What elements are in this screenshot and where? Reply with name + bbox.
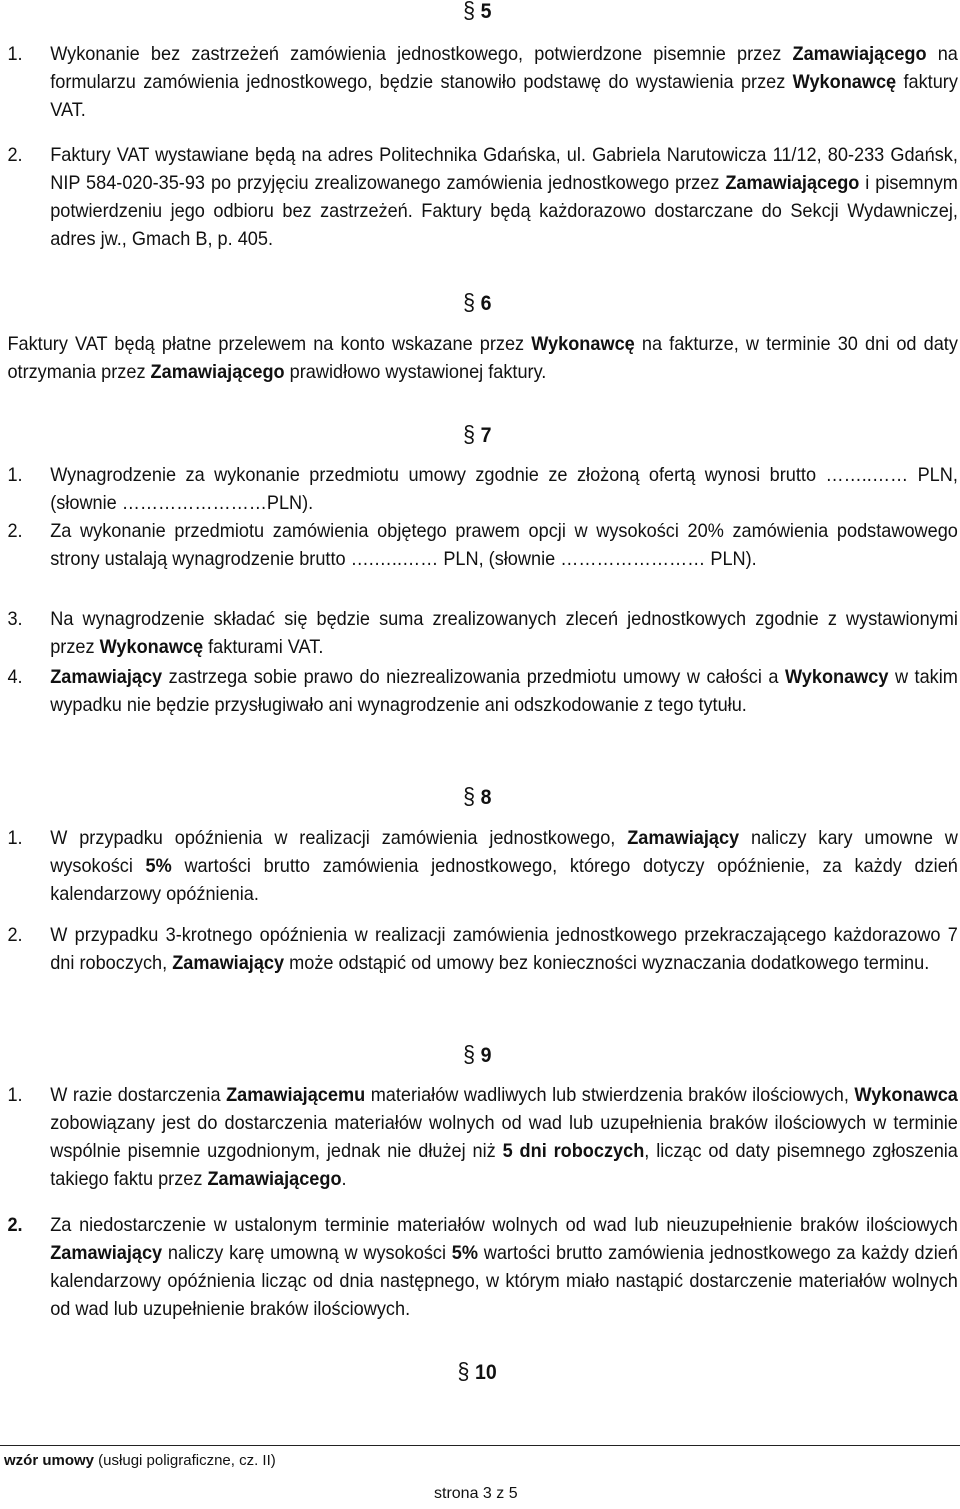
section-number: 5	[480, 0, 492, 23]
item-text: W przypadku 3-krotnego opóźnienia w realizacji zamówienia jednostkowego przekraczającego każdorazowo 7 dni roboczych, Zamawiający może odstąpić od umowy bez konieczności wyznaczania dodatkowego terminu.	[50, 924, 958, 974]
section-sign: §	[457, 1358, 470, 1384]
item-text: Wynagrodzenie za wykonanie przedmiotu umowy zgodnie ze złożoną ofertą wynosi brutto ……..…… PLN, (słownie ……………………PLN).	[50, 464, 958, 514]
footer-divider	[0, 1445, 960, 1446]
section-10-heading	[458, 1357, 497, 1387]
section-9-item-1	[7, 1081, 957, 1193]
section-7-heading	[463, 420, 491, 450]
item-number: 2.	[7, 144, 23, 166]
section-number: 6	[480, 292, 492, 315]
section-number: 7	[480, 424, 492, 447]
item-text: Wykonanie bez zastrzeżeń zamówienia jednostkowego, potwierdzone pisemnie przez Zamawiającego na formularzu zamówienia jednostkowego, będzie stanowiło podstawę do wystawienia przez Wykonawcę faktury VAT.	[50, 43, 958, 121]
section-6-paragraph: Faktury VAT będą płatne przelewem na konto wskazane przez Wykonawcę na fakturze, w terminie 30 dni od daty otrzymania przez Zamawiającego prawidłowo wystawionej faktury.	[7, 333, 958, 383]
section-5-item-2	[7, 141, 957, 253]
item-number: 1.	[7, 1084, 23, 1106]
section-number: 8	[480, 786, 492, 809]
item-number: 2.	[7, 520, 23, 542]
section-sign: §	[463, 1041, 476, 1067]
section-8-heading	[463, 782, 491, 812]
item-number: 1.	[7, 43, 23, 65]
item-number: 4.	[7, 666, 23, 688]
item-text: W przypadku opóźnienia w realizacji zamówienia jednostkowego, Zamawiający naliczy kary umowne w wysokości 5% wartości brutto zamówienia jednostkowego, którego dotyczy opóźnienie, za każdy dzień kalendarzowy opóźnienia.	[50, 827, 958, 905]
section-8-item-1	[7, 824, 957, 908]
section-9-item-2	[7, 1211, 957, 1323]
item-text: Na wynagrodzenie składać się będzie suma zrealizowanych zleceń jednostkowych zgodnie z wystawionymi przez Wykonawcę fakturami VAT.	[50, 608, 958, 658]
item-text: W razie dostarczenia Zamawiającemu materiałów wadliwych lub stwierdzenia braków ilościowych, Wykonawca zobowiązany jest do dostarczenia materiałów wolnych od wad lub uzupełnienia braków ilościowych w terminie wspólnie pisemnie uzgodnionym, jednak nie dłużej niż 5 dni roboczych, licząc od daty pisemnego zgłoszenia takiego faktu przez Zamawiającego.	[50, 1084, 958, 1190]
section-6-heading	[463, 288, 491, 318]
item-number: 2.	[7, 924, 23, 946]
item-text: Zamawiający zastrzega sobie prawo do niezrealizowania przedmiotu umowy w całości a Wykonawcy w takim wypadku nie będzie przysługiwało ani wynagrodzenie ani odszkodowanie z tego tytułu.	[50, 666, 958, 716]
item-text: Za wykonanie przedmiotu zamówienia objętego prawem opcji w wysokości 20% zamówienia podstawowego strony ustalają wynagrodzenie brutto ….…..…… PLN, (słownie …………………… PLN).	[50, 520, 958, 570]
item-number: 1.	[7, 827, 23, 849]
item-text: Faktury VAT wystawiane będą na adres Politechnika Gdańska, ul. Gabriela Narutowicza 11/12, 80-233 Gdańsk, NIP 584-020-35-93 po przyjęciu zrealizowanego zamówienia jednostkowego przez Zamawiającego i pisemnym potwierdzeniu jego odbioru bez zastrzeżeń. Faktury będą każdorazowo dostarczane do Sekcji Wydawniczej, adres jw., Gmach B, p. 405.	[50, 144, 958, 250]
section-sign: §	[463, 783, 476, 809]
item-number: 1.	[7, 464, 23, 486]
footer-document-label: wzór umowy (usługi poligraficzne, cz. II)	[4, 1452, 276, 1469]
item-text: Za niedostarczenie w ustalonym terminie materiałów wolnych od wad lub nieuzupełnienie braków ilościowych Zamawiający naliczy karę umowną w wysokości 5% wartości brutto zamówienia jednostkowego za każdy dzień kalendarzowy opóźnienia licząc od dnia następnego, w którym miało nastąpić dostarczenie materiałów wolnych od wad lub uzupełnienie braków ilościowych.	[50, 1214, 958, 1320]
section-7-item-1	[7, 461, 957, 517]
section-sign: §	[463, 289, 476, 315]
section-8-item-2	[7, 921, 957, 977]
section-7-item-3	[7, 605, 957, 661]
section-9-heading	[463, 1040, 491, 1070]
section-5-heading	[463, 0, 491, 26]
section-7-item-2	[7, 517, 957, 573]
page-number: strona 3 z 5	[434, 1485, 518, 1502]
section-sign: §	[463, 421, 476, 447]
item-number: 3.	[7, 608, 23, 630]
section-5-item-1	[7, 40, 957, 124]
item-number: 2.	[7, 1214, 23, 1236]
section-number: 10	[475, 1361, 497, 1384]
section-number: 9	[480, 1044, 492, 1067]
section-sign: §	[463, 0, 476, 23]
section-7-item-4	[7, 663, 957, 719]
